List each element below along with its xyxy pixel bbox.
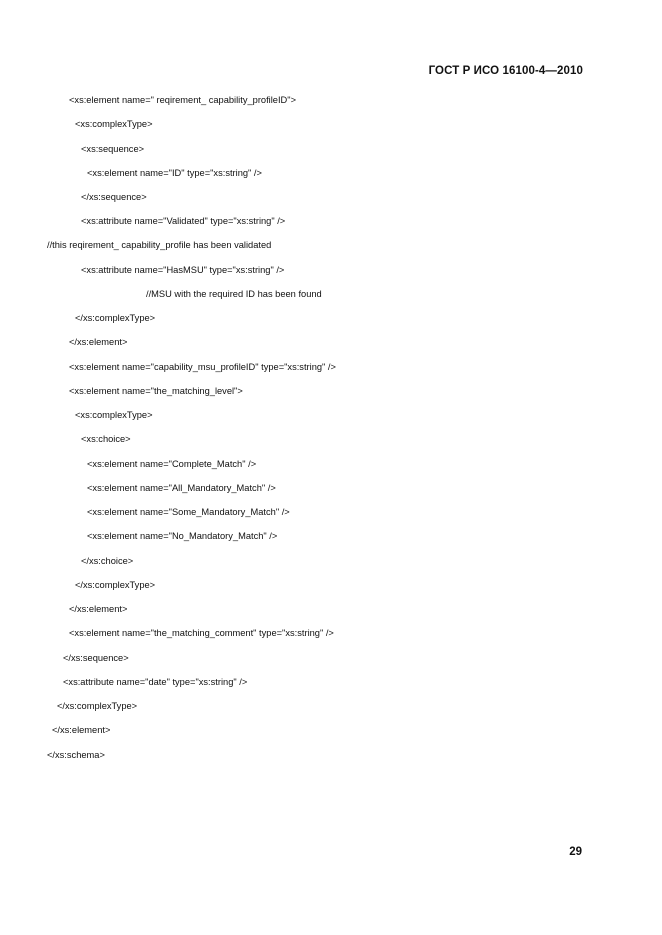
code-line: <xs:complexType> <box>75 410 153 420</box>
code-comment: //MSU with the required ID has been found <box>146 289 322 299</box>
code-line: </xs:complexType> <box>75 580 156 590</box>
page-number: 29 <box>569 846 582 858</box>
code-line: </xs:complexType> <box>75 313 156 323</box>
code-line: <xs:choice> <box>81 434 131 444</box>
code-line: <xs:complexType> <box>75 119 153 129</box>
code-line: <xs:element name="the_matching_comment" type="xs:string" /> <box>69 628 334 638</box>
code-line: <xs:element name="the_matching_level"> <box>69 386 243 396</box>
code-line: </xs:choice> <box>81 556 134 566</box>
code-line: </xs:element> <box>69 604 128 614</box>
code-line: </xs:sequence> <box>63 653 129 663</box>
code-line: <xs:element name="Some_Mandatory_Match" /> <box>87 507 290 517</box>
code-line: <xs:element name=" reqirement_ capability_profileID"> <box>69 95 297 105</box>
code-line: <xs:sequence> <box>81 144 145 154</box>
code-line: </xs:complexType> <box>57 701 138 711</box>
code-line: <xs:element name="ID" type="xs:string" /> <box>87 168 262 178</box>
code-line: </xs:element> <box>52 725 111 735</box>
code-line: <xs:attribute name="date" type="xs:string" /> <box>63 677 248 687</box>
standard-code-header: ГОСТ Р ИСО 16100-4—2010 <box>428 65 583 77</box>
code-comment: //this reqirement_ capability_profile has been validated <box>47 240 272 250</box>
code-line: <xs:attribute name="HasMSU" type="xs:string" /> <box>81 265 285 275</box>
code-line: </xs:schema> <box>47 750 105 760</box>
code-line: <xs:attribute name="Validated" type="xs:string" /> <box>81 216 286 226</box>
code-line: <xs:element name="Complete_Match" /> <box>87 459 257 469</box>
code-line: <xs:element name="capability_msu_profileID" type="xs:string" /> <box>69 362 336 372</box>
code-line: <xs:element name="No_Mandatory_Match" /> <box>87 531 278 541</box>
code-line: </xs:sequence> <box>81 192 147 202</box>
code-line: <xs:element name="All_Mandatory_Match" /> <box>87 483 276 493</box>
code-line: </xs:element> <box>69 337 128 347</box>
